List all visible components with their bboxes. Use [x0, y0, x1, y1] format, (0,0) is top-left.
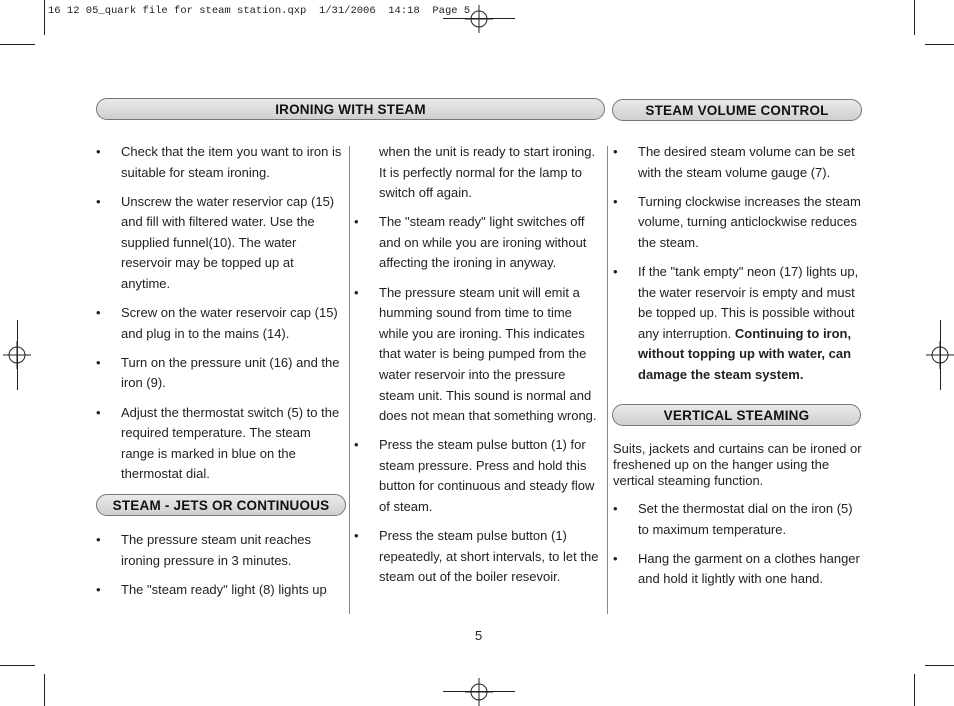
- crop-mark: [44, 0, 45, 35]
- column-3: [613, 142, 865, 394]
- list-item-text: Press the steam pulse button (1) for steam pressure. Press and hold this button for continuous and steady flow of steam.: [379, 437, 595, 514]
- column-divider: [607, 146, 608, 614]
- crop-mark: [925, 44, 954, 45]
- list-item: [96, 580, 346, 601]
- list-item-text: Check that the item you want to iron is suitable for steam ironing.: [121, 144, 342, 180]
- list-item: [613, 142, 865, 183]
- column-1: [96, 142, 346, 493]
- crop-mark: [17, 320, 18, 390]
- heading-steam-jets: STEAM - JETS OR CONTINUOUS: [96, 494, 346, 516]
- heading-ironing-with-steam: IRONING WITH STEAM: [96, 98, 605, 120]
- bullet-icon: •: [96, 354, 101, 370]
- column-3-lower: [613, 499, 863, 598]
- list-item-text: Hang the garment on a clothes hanger and hold it lightly with one hand.: [638, 550, 860, 587]
- list-item: [96, 303, 346, 344]
- bullet-icon: •: [354, 437, 359, 453]
- crop-mark: [0, 665, 35, 666]
- list-item: [613, 192, 865, 254]
- vertical-steaming-intro: Suits, jackets and curtains can be ironed or freshened up on the hanger using the vertical steaming function.: [613, 441, 862, 488]
- print-slug: 16 12 05_quark file for steam station.qxp 1/31/2006 14:18 Page 5: [48, 5, 471, 17]
- bullet-icon: •: [96, 532, 101, 547]
- registration-mark-icon: [465, 5, 493, 33]
- list-item-text: The desired steam volume can be set with the steam volume gauge (7).: [638, 144, 855, 180]
- list-item-text: The "steam ready" light (8) lights up: [121, 581, 327, 597]
- bullet-icon: •: [96, 144, 101, 159]
- list-item-text: Set the thermostat dial on the iron (5) to maximum temperature.: [638, 501, 853, 537]
- bullet-icon: •: [354, 528, 359, 544]
- list-item: [96, 403, 346, 485]
- list-item-text: Screw on the water reservoir cap (15) and plug in to the mains (14).: [121, 305, 338, 341]
- list-item-text: The pressure steam unit will emit a humming sound from time to time while you are ironing. This indicates that water is being pumped from the water reservoir into the pressure steam unit. This sound is normal and does not mean that something wrong.: [379, 284, 597, 424]
- bullet-icon: •: [96, 193, 101, 209]
- bullet-icon: •: [613, 501, 618, 516]
- bullet-icon: •: [613, 144, 618, 159]
- bullet-icon: •: [96, 404, 101, 420]
- bullet-icon: •: [96, 305, 101, 321]
- heading-steam-volume-control: STEAM VOLUME CONTROL: [612, 99, 862, 121]
- crop-mark: [914, 0, 915, 35]
- crop-mark: [925, 665, 954, 666]
- crop-mark: [914, 674, 915, 706]
- list-item: [354, 526, 604, 588]
- list-item: [354, 212, 604, 274]
- list-item-text: Unscrew the water reservior cap (15) and fill with filtered water. Use the supplied funnel(10). The water reservoir may be topped up at anytime.: [121, 193, 335, 292]
- column-2: [354, 142, 604, 596]
- list-item: [96, 192, 346, 295]
- list-item-text: The pressure steam unit reaches ironing pressure in 3 minutes.: [121, 532, 312, 568]
- crop-mark: [0, 44, 35, 45]
- list-item-text: Turn on the pressure unit (16) and the iron (9).: [121, 354, 340, 391]
- bullet-icon: •: [354, 214, 359, 230]
- warning-text: Continuing to iron, without topping up with water, can damage the steam system.: [638, 325, 852, 382]
- list-item-text: Adjust the thermostat switch (5) to the required temperature. The steam range is marked in blue on the thermostat dial.: [121, 404, 340, 482]
- bullet-icon: •: [613, 550, 618, 566]
- heading-vertical-steaming: VERTICAL STEAMING: [612, 404, 861, 426]
- column-divider: [349, 146, 350, 614]
- bullet-icon: •: [96, 581, 101, 597]
- bullet-icon: •: [613, 193, 618, 209]
- crop-mark: [44, 674, 45, 706]
- list-item: [96, 353, 346, 394]
- list-item: • If the "tank empty" neon (17) lights up, the water reservoir is empty and must be topped up. This is possible without any interruption. Continuing to iron, without topping up with water, can damage the steam system.: [613, 263, 859, 382]
- bullet-icon: •: [354, 284, 359, 300]
- list-item-text: The "steam ready" light switches off and on while you are ironing without affecting the ironing in anyway.: [379, 214, 587, 271]
- registration-mark-icon: [465, 678, 493, 706]
- page-number: 5: [475, 628, 483, 643]
- list-item-text: Press the steam pulse button (1) repeatedly, at short intervals, to let the steam out of the boiler resevoir.: [379, 528, 599, 585]
- list-item: [354, 283, 604, 427]
- crop-mark: [940, 320, 941, 390]
- list-item: [96, 530, 346, 571]
- column-1-lower: [96, 530, 346, 609]
- list-item: when the unit is ready to start ironing. It is perfectly normal for the lamp to switch off again.: [379, 144, 596, 201]
- list-item: [613, 499, 863, 540]
- list-item: [613, 549, 863, 590]
- list-item: [96, 142, 346, 183]
- list-item: [354, 435, 604, 517]
- list-item-text: Turning clockwise increases the steam volume, turning anticlockwise reduces the steam.: [638, 193, 861, 250]
